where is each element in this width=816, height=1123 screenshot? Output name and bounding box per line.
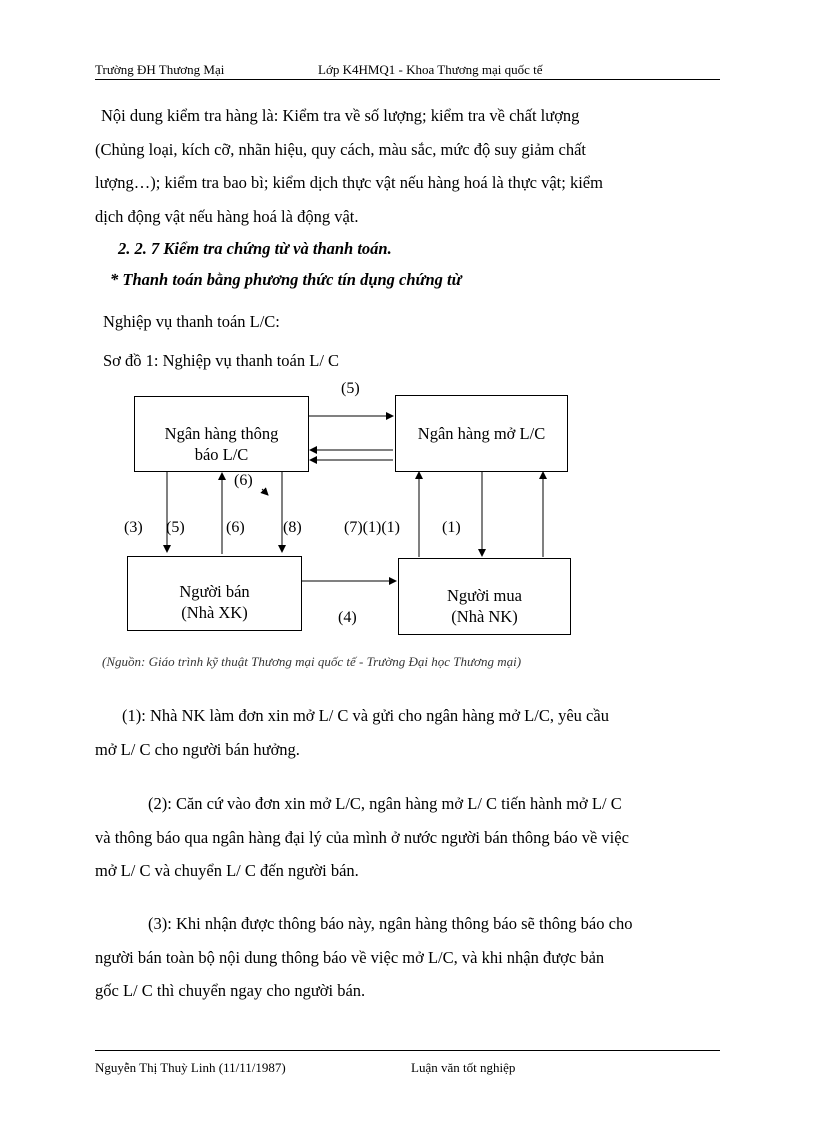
sub-heading: * Thanh toán bằng phương thức tín dụng chứng từ [110, 270, 462, 289]
step-2-line-3: mở L/ C và chuyển L/ C đến người bán. [95, 861, 359, 880]
footer-left: Nguyễn Thị Thuỳ Linh (11/11/1987) [95, 1060, 286, 1075]
buyer-box [398, 558, 571, 635]
step-1-line-1: (1): Nhà NK làm đơn xin mở L/ C và gửi cho ngân hàng mở L/C, yêu cầu [122, 706, 609, 725]
step-3-line-3: gốc L/ C thì chuyển ngay cho người bán. [95, 981, 366, 1000]
label-8: (8) [283, 519, 302, 536]
label-mid-6: (6) [234, 472, 253, 489]
intro-line-4: dịch động vật nếu hàng hoá là động vật. [95, 206, 359, 226]
label-4: (4) [338, 609, 357, 626]
seller-line1: Người bán [179, 582, 250, 601]
advising-bank-line1: Ngân hàng thông [164, 424, 279, 443]
label-3: (3) [124, 519, 143, 536]
diagram-title: Sơ đồ 1: Nghiệp vụ thanh toán L/ C [103, 351, 340, 370]
label-7-1-1: (7)(1)(1) [344, 519, 400, 536]
step-2-line-2: và thông báo qua ngân hàng đại lý của mình ở nước người bán thông báo về việc [95, 827, 629, 847]
arrow-small-6 [262, 489, 268, 495]
buyer-line1: Người mua [447, 586, 522, 605]
step-1-line-2: mở L/ C cho người bán hưởng. [95, 739, 300, 759]
step-1-paragraph [95, 699, 718, 766]
footer-rule [95, 1050, 720, 1051]
header-left: Trường ĐH Thương Mại [95, 62, 225, 77]
diagram-source: (Nguồn: Giáo trình kỹ thuật Thương mại quốc tế - Trường Đại học Thương mại) [102, 654, 522, 669]
seller-line2: (Nhà XK) [181, 603, 248, 622]
section-heading: 2. 2. 7 Kiểm tra chứng từ và thanh toán. [118, 239, 392, 258]
header-right: Lớp K4HMQ1 - Khoa Thương mại quốc tế [318, 62, 543, 77]
lc-label: Nghiệp vụ thanh toán L/C: [103, 312, 280, 331]
buyer-line2: (Nhà NK) [451, 607, 518, 626]
seller-box [127, 556, 302, 631]
step-3-line-2: người bán toàn bộ nội dung thông báo về việc mở L/C, và khi nhận được bản [95, 947, 605, 967]
intro-line-2: (Chủng loại, kích cỡ, nhãn hiệu, quy cách, màu sắc, mức độ suy giảm chất [95, 139, 586, 159]
step-3-line-1: (3): Khi nhận được thông báo này, ngân hàng thông báo sẽ thông báo cho [148, 914, 633, 933]
step-2-line-1: (2): Căn cứ vào đơn xin mở L/C, ngân hàng mở L/ C tiến hành mở L/ C [148, 794, 622, 813]
step-3-paragraph [95, 907, 718, 1008]
intro-line-1: Nội dung kiểm tra hàng là: Kiểm tra về số lượng; kiểm tra về chất lượng [101, 106, 580, 125]
footer-right: Luận văn tốt nghiệp [411, 1060, 516, 1075]
label-top-5: (5) [341, 380, 360, 397]
issuing-bank-label: Ngân hàng mở L/C [417, 424, 546, 443]
advising-bank-line2: báo L/C [194, 445, 249, 464]
advising-bank-box [134, 396, 309, 472]
label-6: (6) [226, 519, 245, 536]
label-5: (5) [166, 519, 185, 536]
step-2-paragraph [95, 787, 718, 888]
intro-line-3: lượng…); kiểm tra bao bì; kiểm dịch thực vật nếu hàng hoá là thực vật; kiểm [95, 173, 603, 192]
label-1: (1) [442, 519, 461, 536]
issuing-bank-box [395, 395, 568, 472]
